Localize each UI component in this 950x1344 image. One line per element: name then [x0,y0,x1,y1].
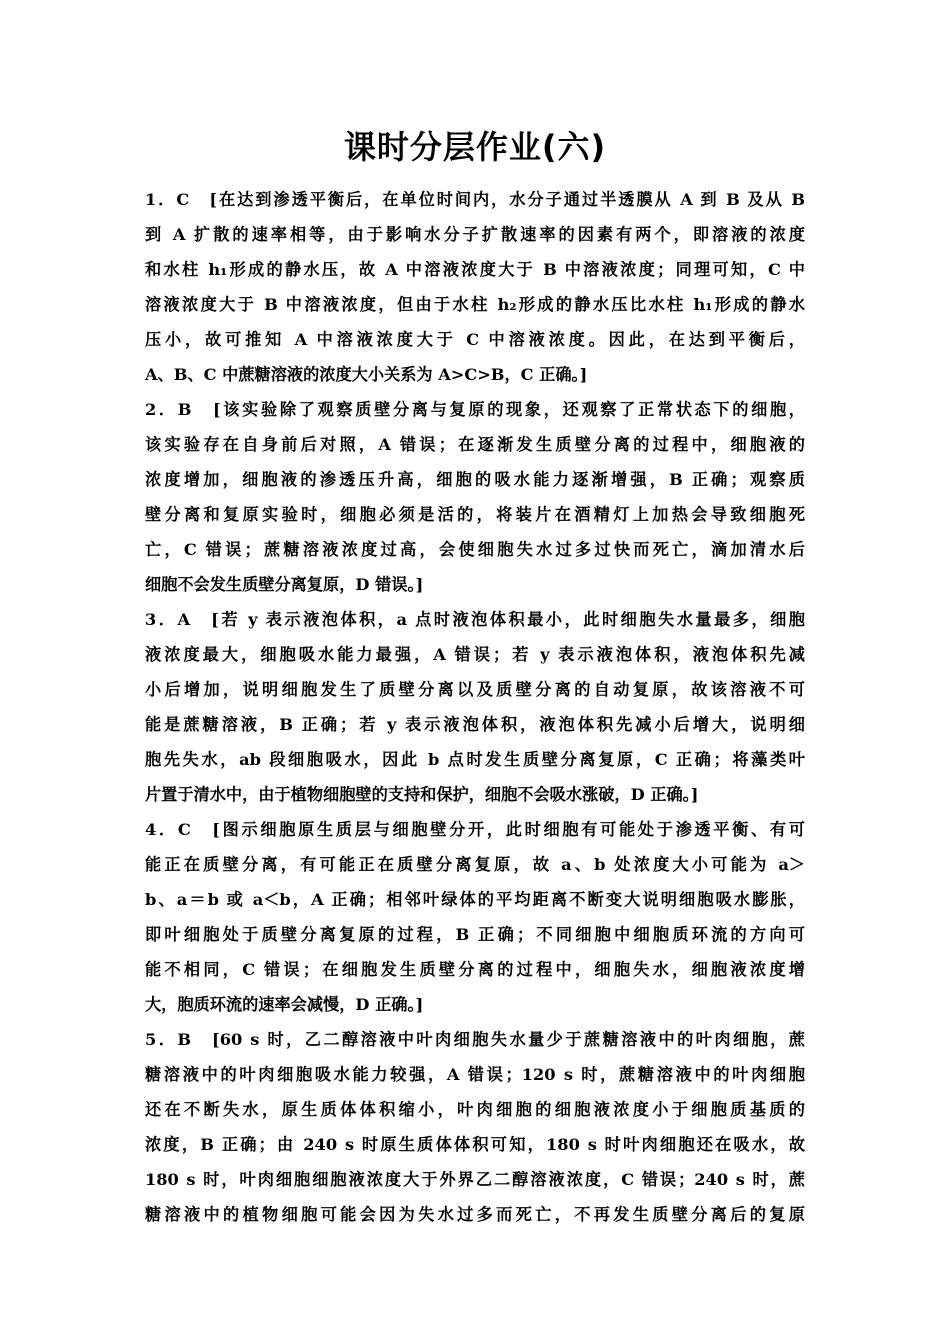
text-line: 1．C [在达到渗透平衡后，在单位时间内，水分子通过半透膜从 A 到 B 及从 B [145,190,805,209]
text-line: A、B、C 中蔗糖溶液的浓度大小关系为 A>C>B，C 正确。] [145,365,588,384]
text-line: 2．B [该实验除了观察质壁分离与复原的现象，还观察了正常状态下的细胞， [145,400,805,419]
text-line: 该实验存在自身前后对照，A 错误；在逐渐发生质壁分离的过程中，细胞液的 [145,435,805,454]
text-line: 压小，故可推知 A 中溶液浓度大于 C 中溶液浓度。因此，在达到平衡后， [145,330,805,349]
text-line: 能不相同，C 错误；在细胞发生质壁分离的过程中，细胞失水，细胞液浓度增 [145,960,805,979]
text-line: 能是蔗糖溶液，B 正确；若 y 表示液泡体积，液泡体积先减小后增大，说明细 [145,715,805,734]
text-line: 能正在质壁分离，有可能正在质壁分离复原，故 a、b 处浓度大小可能为 a＞ [145,855,805,874]
text-line: b、a＝b 或 a＜b，A 正确；相邻叶绿体的平均距离不断变大说明细胞吸水膨胀， [145,890,805,909]
text-line: 糖溶液中的叶肉细胞吸水能力较强，A 错误；120 s 时，蔗糖溶液中的叶肉细胞 [145,1065,805,1084]
text-line: 壁分离和复原实验时，细胞必须是活的，将装片在酒精灯上加热会导致细胞死 [145,505,805,524]
text-line: 3．A [若 y 表示液泡体积，a 点时液泡体积最小，此时细胞失水量最多，细胞 [145,610,805,629]
text-line: 和水柱 h₁形成的静水压，故 A 中溶液浓度大于 B 中溶液浓度；同理可知，C 中 [145,260,805,279]
text-line: 5．B [60 s 时，乙二醇溶液中叶肉细胞失水量少于蔗糖溶液中的叶肉细胞，蔗 [145,1030,805,1049]
text-line: 溶液浓度大于 B 中溶液浓度，但由于水柱 h₂形成的静水压比水柱 h₁形成的静水 [145,295,805,314]
text-line: 胞先失水，ab 段细胞吸水，因此 b 点时发生质壁分离复原，C 正确；将藻类叶 [145,750,805,769]
text-line: 片置于清水中，由于植物细胞壁的支持和保护，细胞不会吸水涨破，D 正确。] [145,785,699,804]
page-title: 课时分层作业(六) [343,128,607,166]
text-line: 4．C [图示细胞原生质层与细胞壁分开，此时细胞有可能处于渗透平衡、有可 [145,820,805,839]
text-line: 180 s 时，叶肉细胞细胞液浓度大于外界乙二醇溶液浓度，C 错误；240 s 时，蔗 [145,1170,805,1189]
text-line: 浓度，B 正确；由 240 s 时原生质体体积可知，180 s 时叶肉细胞还在吸水，故 [145,1135,805,1154]
text-line: 亡，C 错误；蔗糖溶液浓度过高，会使细胞失水过多过快而死亡，滴加清水后 [145,540,805,559]
text-line: 小后增加，说明细胞发生了质壁分离以及质壁分离的自动复原，故该溶液不可 [145,680,805,699]
text-line: 细胞不会发生质壁分离复原，D 错误。] [145,575,424,594]
text-line: 大，胞质环流的速率会减慢，D 正确。] [145,995,424,1014]
text-line: 即叶细胞处于质壁分离复原的过程，B 正确；不同细胞中细胞质环流的方向可 [145,925,805,944]
text-line: 浓度增加，细胞液的渗透压升高，细胞的吸水能力逐渐增强，B 正确；观察质 [145,470,805,489]
text-line: 到 A 扩散的速率相等，由于影响水分子扩散速率的因素有两个，即溶液的浓度 [145,225,805,244]
text-line: 液浓度最大，细胞吸水能力最强，A 错误；若 y 表示液泡体积，液泡体积先减 [145,645,805,664]
text-line: 糖溶液中的植物细胞可能会因为失水过多而死亡，不再发生质壁分离后的复原 [145,1205,805,1224]
text-line: 还在不断失水，原生质体体积缩小，叶肉细胞的细胞液浓度小于细胞质基质的 [145,1100,805,1119]
